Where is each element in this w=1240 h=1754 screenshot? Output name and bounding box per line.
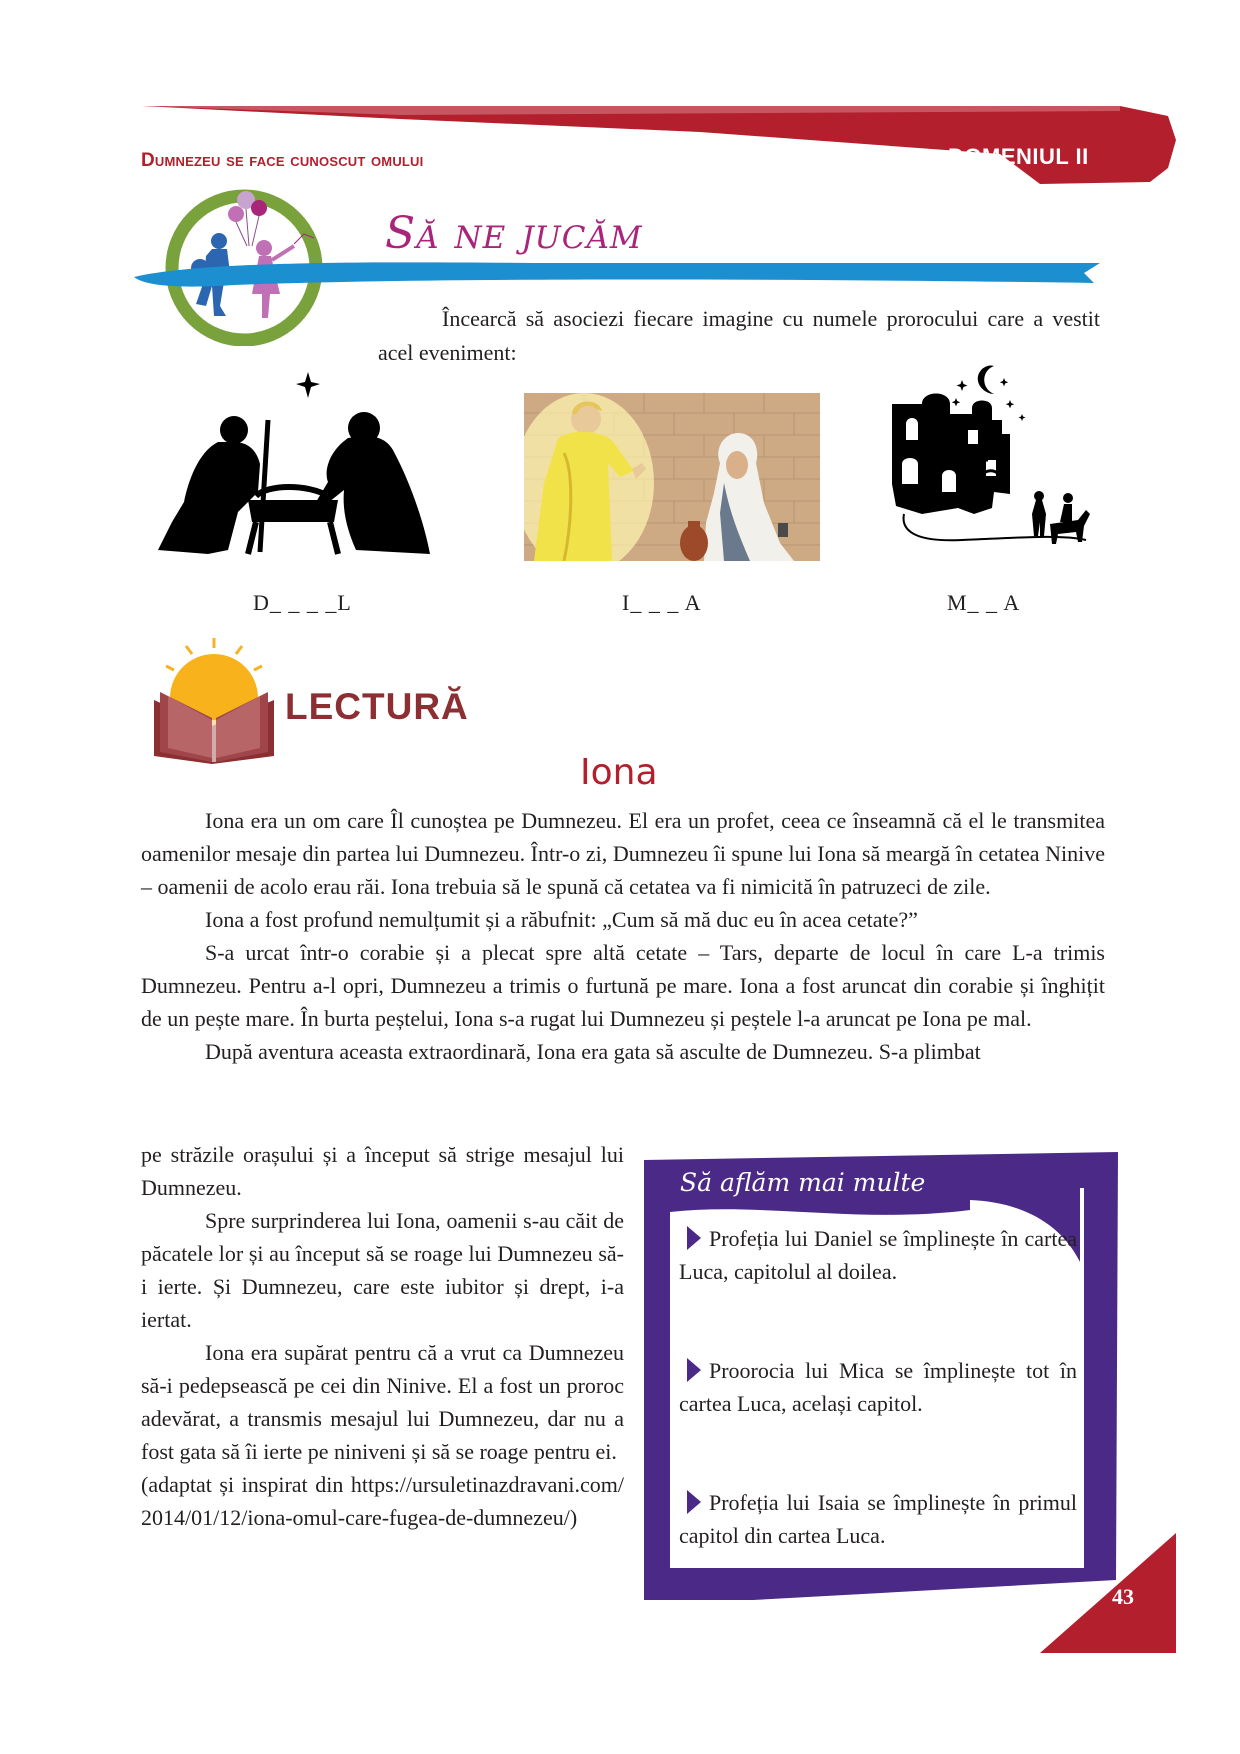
source-citation: (adaptat și inspirat din https://ursuletinazdravani.com/2014/01/12/iona-omul-care-fugea-de-dumnezeu/)	[141, 1472, 624, 1530]
chapter-title: Dumnezeu se face cunoscut omului	[141, 150, 424, 171]
story-paragraph: Spre surprinderea lui Iona, oamenii s-au căit de păcatele lor și au început să se roage lui Dumnezeu să-i ierte. Și Dumnezeu, care este iubitor și drept, i-a iertat.	[141, 1208, 624, 1332]
story-text-full-width	[141, 804, 1105, 1068]
story-text-column	[141, 1138, 624, 1534]
info-item	[679, 1354, 1077, 1420]
info-item-text: Proorocia lui Mica se împlinește tot în cartea Luca, același capitol.	[679, 1358, 1077, 1416]
story-paragraph: Iona a fost profund nemulțumit și a răbufnit: „Cum să mă duc eu în acea cetate?”	[205, 907, 918, 932]
story-paragraph: pe străzile orașului și a început să strige mesajul lui Dumnezeu.	[141, 1142, 624, 1200]
answer-blank-daniel: D_ _ _ _L	[253, 590, 352, 615]
title-swoosh	[134, 255, 1104, 295]
bethlehem-silhouette-image	[882, 364, 1092, 564]
info-item-text: Profeția lui Daniel se împlinește în cartea Luca, capitolul al doilea.	[679, 1226, 1077, 1284]
info-item	[679, 1486, 1077, 1552]
triangle-bullet-icon	[687, 1226, 701, 1250]
story-paragraph: S-a urcat într-o corabie și a plecat spre altă cetate – Tars, departe de locul în care L-a trimis Dumnezeu. Pentru a-l opri, Dumnezeu a trimis o furtună pe mare. Iona a fost aruncat din corabie și înghițit de un pește mare. În burta peștelui, Iona s-a rugat lui Dumnezeu și peștele l-a aruncat pe Iona pe mal.	[141, 940, 1105, 1031]
info-item-text: Profeția lui Isaia se împlinește în primul capitol din cartea Luca.	[679, 1490, 1077, 1548]
play-section-title: Să ne jucăm	[385, 208, 643, 259]
story-title: Iona	[580, 752, 658, 793]
info-item	[679, 1222, 1077, 1288]
story-paragraph: Iona era un om care Îl cunoștea pe Dumnezeu. El era un profet, ceea ce înseamnă că el le transmitea oamenilor mesaje din partea lui Dumnezeu. Într-o zi, Dumnezeu îi spune lui Iona să meargă în cetatea Ninive – oamenii de acolo erau răi. Iona trebuia să le spună că cetatea va fi nimicită în patruzeci de zile.	[141, 808, 1105, 899]
nativity-silhouette-image	[148, 372, 438, 562]
book-sun-icon	[150, 636, 280, 766]
exercise-instruction: Încearcă să asociezi fiecare imagine cu numele prorocului care a vestit acel eveniment:	[378, 306, 1100, 365]
reading-section-label: LECTURĂ	[285, 686, 469, 727]
info-box-title: Să aflăm mai multe	[680, 1168, 926, 1197]
domain-label: DOMENIUL II	[948, 144, 1089, 169]
story-paragraph: După aventura aceasta extraordinară, Iona era gata să asculte de Dumnezeu. S-a plimbat	[205, 1039, 981, 1064]
story-paragraph: Iona era supărat pentru că a vrut ca Dumnezeu să-i pedepsească pe cei din Ninive. El a fost un proroc adevărat, a transmis mesajul lui Dumnezeu, dar nu a fost gata să îi ierte pe niniveni și să se roage pentru ei.	[141, 1340, 624, 1464]
page-corner	[1040, 1533, 1176, 1653]
answer-blank-isaia: I_ _ _ A	[622, 590, 702, 615]
answer-blank-mica: M_ _ A	[947, 590, 1021, 615]
page-number: 43	[1112, 1584, 1134, 1609]
triangle-bullet-icon	[687, 1490, 701, 1514]
info-box-list	[679, 1222, 1077, 1618]
triangle-bullet-icon	[687, 1358, 701, 1382]
annunciation-image	[524, 393, 820, 561]
